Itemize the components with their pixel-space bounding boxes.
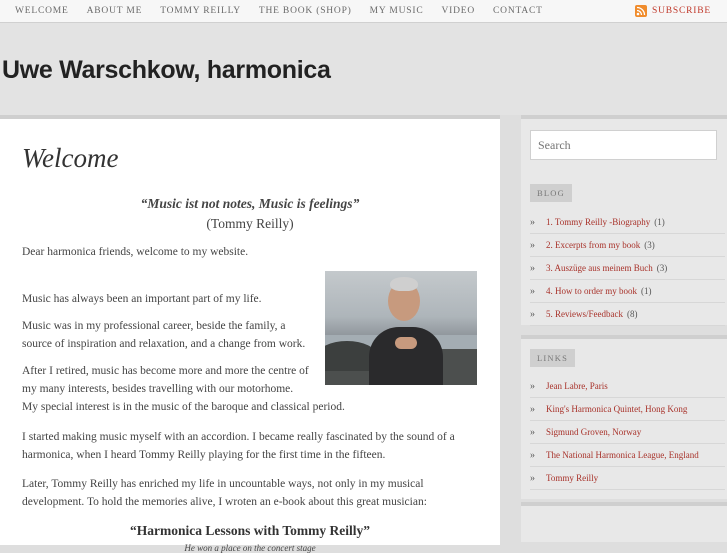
external-link[interactable]: Tommy Reilly — [546, 473, 599, 483]
list-item — [530, 375, 725, 398]
bullet-icon: » — [530, 216, 535, 228]
nav-welcome[interactable]: WELCOME — [15, 6, 69, 16]
blog-link[interactable]: 3. Auszüge aus meinem Buch — [546, 263, 653, 273]
subscribe-label: SUBSCRIBE — [652, 6, 711, 16]
paragraph-line: Music was in my professional career, beside the family, a — [22, 320, 286, 332]
bullet-icon: » — [530, 239, 535, 251]
blog-list — [530, 211, 725, 326]
bullet-icon: » — [530, 403, 535, 415]
paragraph-line: Later, Tommy Reilly has enriched my life in uncountable ways, not only in my musical — [22, 478, 424, 490]
paragraph-line: After I retired, music has become more and more the centre of — [22, 365, 309, 377]
list-item — [530, 303, 725, 326]
paragraph-line: My special interest is in the music of the baroque and classical period. — [22, 401, 345, 413]
subscribe-link[interactable] — [635, 4, 711, 18]
top-navigation — [0, 0, 727, 23]
post-count: (1) — [654, 217, 665, 227]
post-count: (3) — [644, 240, 655, 250]
links-widget-title: LINKS — [530, 349, 575, 367]
bullet-icon: » — [530, 472, 535, 484]
paragraph-line: development. To hold the memories alive, I wroten an e-book about this great musician: — [22, 496, 427, 508]
nav-the-book-shop[interactable]: THE BOOK (SHOP) — [258, 6, 352, 16]
links-widget — [521, 335, 727, 499]
main-content — [0, 115, 500, 553]
external-link[interactable]: Sigmund Groven, Norway — [546, 427, 642, 437]
page-title: Welcome — [22, 143, 119, 173]
blog-widget — [521, 115, 727, 325]
list-item — [530, 421, 725, 444]
links-list — [530, 375, 725, 490]
nav-tommy-reilly[interactable]: TOMMY REILLY — [160, 6, 241, 16]
quote: “Music ist not notes, Music is feelings” — [140, 196, 360, 211]
portrait-photo — [325, 271, 477, 385]
blog-link[interactable]: 2. Excerpts from my book — [546, 240, 641, 250]
book-caption: He won a place on the concert stage — [184, 543, 316, 553]
nav-my-music[interactable]: MY MUSIC — [369, 6, 424, 16]
bullet-icon: » — [530, 285, 535, 297]
main-menu — [6, 0, 552, 22]
paragraph-line: source of inspiration and relaxation, and a change from work. — [22, 338, 306, 350]
search-input[interactable] — [530, 130, 717, 160]
blog-link[interactable]: 4. How to order my book — [546, 286, 637, 296]
blog-link[interactable]: 1. Tommy Reilly -Biography — [546, 217, 651, 227]
paragraph-line: I started making music myself with an accordion. I became really fascinated by the sound of a — [22, 431, 455, 443]
external-link[interactable]: Jean Labre, Paris — [546, 381, 608, 391]
external-link[interactable]: King's Harmonica Quintet, Hong Kong — [546, 404, 688, 414]
rss-icon — [635, 5, 647, 17]
paragraph-line: harmonica, when I heard Tommy Reilly playing for the first time in the fifteen. — [22, 449, 386, 461]
list-item — [530, 211, 725, 234]
list-item — [530, 398, 725, 421]
post-count: (8) — [626, 309, 638, 319]
list-item — [530, 280, 725, 303]
nav-contact[interactable]: CONTACT — [493, 6, 543, 16]
quote-author: (Tommy Reilly) — [206, 216, 294, 231]
paragraph-line: Music has always been an important part of my life. — [22, 293, 262, 305]
bullet-icon: » — [530, 308, 535, 320]
list-item — [530, 444, 725, 467]
list-item — [530, 467, 725, 490]
post-count: (1) — [641, 286, 652, 296]
bullet-icon: » — [530, 262, 535, 274]
sidebar-footer-widget — [521, 502, 727, 542]
blog-widget-title: BLOG — [530, 184, 572, 202]
book-title: “Harmonica Lessons with Tommy Reilly” — [129, 523, 370, 538]
blog-link[interactable]: 5. Reviews/Feedback — [546, 309, 623, 319]
site-header — [0, 23, 727, 115]
bullet-icon: » — [530, 380, 535, 392]
list-item — [530, 257, 725, 280]
paragraph-greeting: Dear harmonica friends, welcome to my website. — [22, 246, 249, 258]
bullet-icon: » — [530, 449, 535, 461]
post-count: (3) — [656, 263, 668, 273]
external-link[interactable]: The National Harmonica League, England — [546, 450, 699, 460]
site-title[interactable]: Uwe Warschkow, harmonica — [2, 56, 331, 84]
nav-about-me[interactable]: ABOUT ME — [86, 6, 143, 16]
list-item — [530, 234, 725, 257]
nav-video[interactable]: VIDEO — [441, 6, 476, 16]
paragraph-line: my many interests, besides travelling with our motorhome. — [22, 383, 294, 395]
bullet-icon: » — [530, 426, 535, 438]
